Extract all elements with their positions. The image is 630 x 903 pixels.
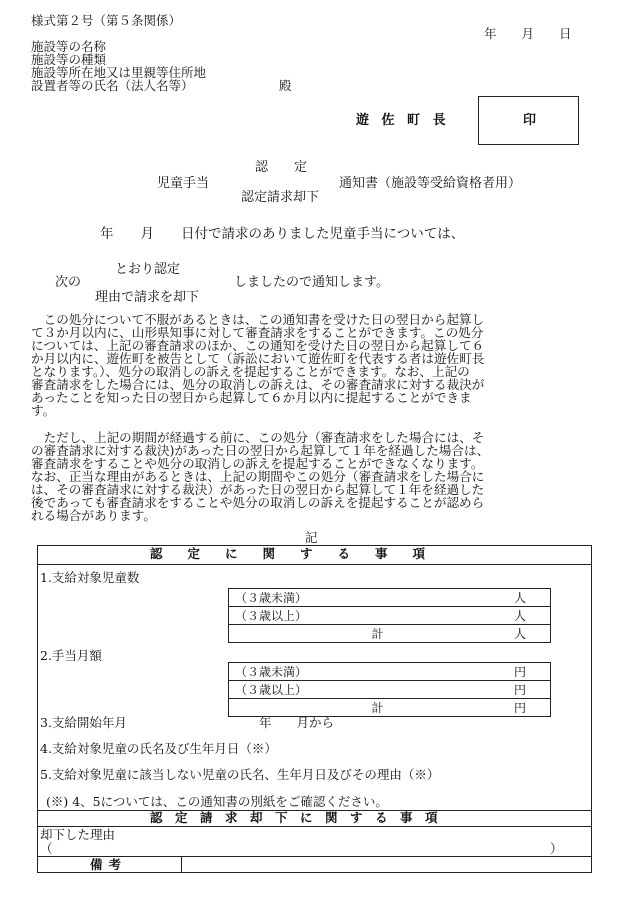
ki-mark: 記: [305, 530, 318, 545]
table-cell: [490, 699, 551, 717]
table-row: [229, 625, 551, 643]
table-cell: [490, 681, 551, 699]
intro-option-reject: 理由で請求を却下: [95, 290, 200, 305]
row-unit: 人: [513, 591, 526, 605]
row-label: （３歳未満）: [235, 665, 308, 679]
seal-mark: 印: [523, 113, 537, 128]
table-cell: [490, 663, 551, 681]
approval-section-heading: 認 定 に 関 す る 事 項: [150, 546, 426, 561]
row-unit: 円: [513, 683, 526, 697]
paren-open: （: [40, 841, 53, 856]
payment-start-label: 3.支給開始年月: [40, 715, 127, 730]
founder-name-label: 設置者等の氏名（法人名等）: [31, 78, 194, 93]
form-number: 様式第２号（第５条関係）: [31, 13, 182, 28]
row-label: （３歳以上）: [235, 609, 308, 623]
table-cell: [229, 589, 491, 607]
seal-box: [478, 96, 579, 145]
row-label: 計: [371, 627, 384, 641]
remarks-divider: [181, 856, 182, 873]
table-cell: [490, 625, 551, 643]
table-cell: [229, 663, 491, 681]
request-date-line: 年 月 日付で請求のありました児童手当については、: [100, 226, 465, 242]
payment-start-value: 年 月から: [259, 715, 335, 730]
child-name-birth-label: 4.支給対象児童の氏名及び生年月日（※）: [40, 741, 277, 756]
allowance-amount-label: 2.手当月額: [40, 648, 102, 663]
remarks-label: 備考: [90, 857, 128, 872]
row-label: （３歳以上）: [235, 683, 308, 697]
row-unit: 円: [513, 665, 526, 679]
ineligible-child-label: 5.支給対象児童に該当しない児童の氏名、生年月日及びその理由（※）: [40, 767, 440, 782]
table-cell: [229, 681, 491, 699]
table-cell: [490, 607, 551, 625]
text-line: 審査請求をすることや処分の取消しの訴えを提起することができなくなります。: [31, 456, 484, 471]
title-option-approve: 認 定: [255, 160, 308, 175]
intro-option-approve: とおり認定: [115, 262, 181, 277]
paren-close: ）: [550, 841, 563, 856]
appeal-paragraph-2: [31, 431, 597, 522]
text-line: については、上記の審査請求のほか、この通知を受けた日の翌日から起算して６: [31, 338, 485, 353]
title-left: 児童手当: [157, 176, 210, 191]
table-cell: [490, 589, 551, 607]
appeal-paragraph-1: [31, 313, 597, 417]
text-line: て３か月以内に、山形県知事に対して審査請求をすることができます。この処分: [31, 325, 484, 340]
table-row: [229, 589, 551, 607]
rejection-reason-label: 却下した理由: [40, 827, 116, 842]
row-unit: 人: [513, 627, 526, 641]
row-unit: 人: [513, 609, 526, 623]
text-line: この処分について不服があるときは、この通知書を受けた日の翌日から起算し: [31, 312, 485, 327]
text-line: 後であっても審査請求をすることや処分の取消しの訴えを提起することが認めら: [31, 495, 485, 510]
table-row: [229, 607, 551, 625]
child-count-label: 1.支給対象児童数: [40, 570, 140, 585]
facility-address-label: 施設等所在地又は里親等住所地: [31, 65, 207, 80]
issue-date: 年 月 日: [484, 26, 572, 41]
table-cell: [229, 625, 491, 643]
table-row: [229, 699, 551, 717]
title-right: 通知書（施設等受給資格者用）: [339, 176, 522, 191]
text-line: なお、正当な理由があるときは、上記の期間やこの処分（審査請求をした場合に: [31, 469, 485, 484]
divider: [37, 826, 592, 827]
text-line: ただし、上記の期間が経過する前に、この処分（審査請求をした場合には、そ: [31, 430, 485, 445]
rejection-section-heading: 認 定 請 求 却 下 に 関 す る 事 項: [150, 810, 438, 825]
allowance-amount-table: [228, 662, 551, 717]
divider: [37, 564, 592, 565]
intro-right: しましたので通知します。: [234, 275, 389, 290]
table-row: [229, 663, 551, 681]
intro-left: 次の: [55, 275, 82, 290]
table-cell: [229, 607, 491, 625]
text-line: の審査請求に対する裁決)があった日の翌日から起算して１年を経過した場合は、: [31, 443, 490, 458]
text-line: れる場合があります。: [31, 508, 156, 523]
text-line: あったことを知った日の翌日から起算して６か月以内に提起することができま: [31, 390, 472, 405]
row-label: （３歳未満）: [235, 591, 308, 605]
text-line: か月以内に、遊佐町を被告として（訴訟において遊佐町を代表する者は遊佐町長: [31, 351, 485, 366]
facility-type-label: 施設等の種類: [31, 52, 107, 67]
issuer-name: 遊 佐 町 長: [356, 113, 450, 128]
annex-note: (※) 4、5については、この通知書の別紙をご確認ください。: [46, 794, 388, 809]
row-label: 計: [371, 701, 384, 715]
table-row: [229, 681, 551, 699]
text-line: す。: [31, 403, 56, 418]
row-unit: 円: [513, 701, 526, 715]
facility-name-label: 施設等の名称: [31, 39, 107, 54]
title-option-reject: 認定請求却下: [241, 190, 320, 205]
child-count-table: [228, 588, 551, 643]
text-line: 審査請求をした場合には、処分の取消しの訴えは、その審査請求に対する裁決が: [31, 377, 485, 392]
honorific: 殿: [279, 78, 292, 93]
text-line: となります。）、処分の取消しの訴えを提起することができます。なお、上記の: [31, 364, 470, 379]
table-cell: [229, 699, 491, 717]
text-line: は、その審査請求に対する裁決）があった日の翌日から起算して１年を経過した: [31, 482, 485, 497]
